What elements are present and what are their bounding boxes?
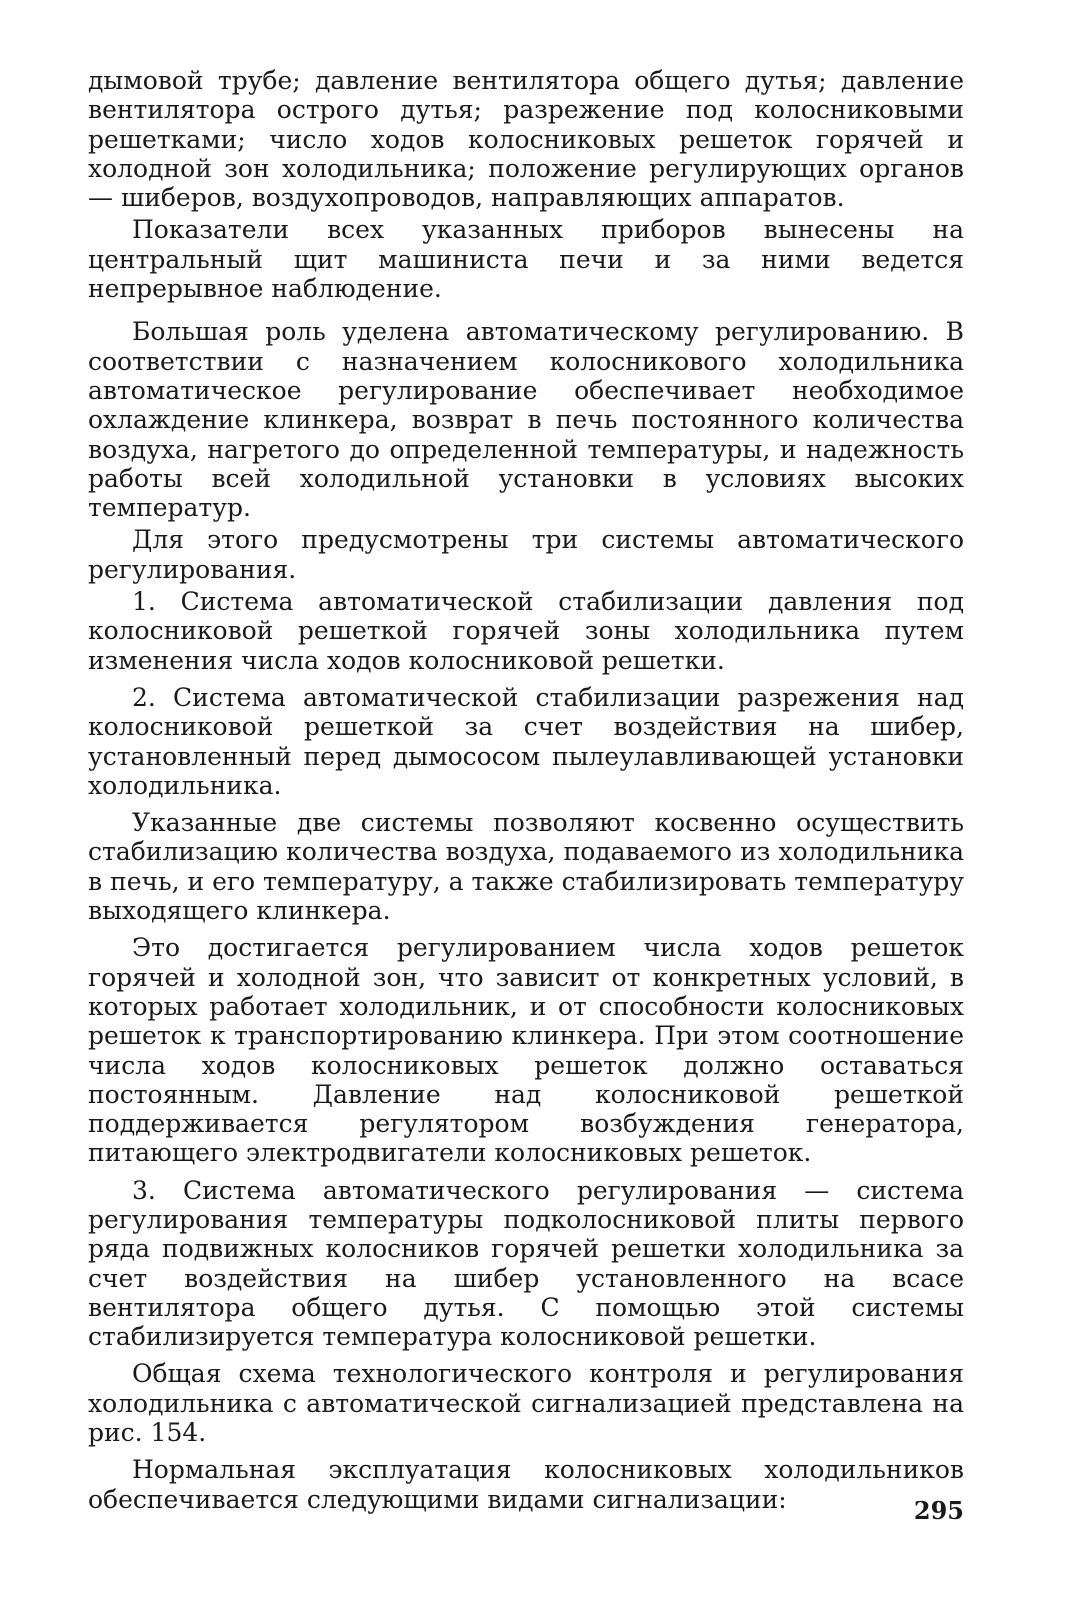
paragraph-system-2: 2. Система автоматической стабилизации разрежения над колосниковой решеткой за счет воздействия на шибер, установленный перед дымососом пылеулавливающей установки холодильника.: [88, 682, 964, 800]
paragraph-general-scheme: Общая схема технологического контроля и регулирования холодильника с автоматической сигнализацией представлена на рис. 154.: [88, 1359, 964, 1448]
paragraph-signaling: Нормальная эксплуатация колосниковых холодильников обеспечивается следующими видами сигнализации:: [88, 1455, 964, 1514]
paragraph-two-systems: Указанные две системы позволяют косвенно осуществить стабилизацию количества воздуха, подаваемого из холодильника в печь, и его температуру, а также стабилизировать температуру выходящего клинкера.: [88, 808, 964, 926]
paragraph-continuation: дымовой трубе; давление вентилятора общего дутья; давление вентилятора острого дутья; разрежение под колосниковыми решетками; число ходов колосниковых решеток горячей и холодной зон холодильника; положение регулирующих органов — шиберов, воздухопроводов, направляющих аппаратов.: [88, 66, 964, 213]
paragraph-system-1: 1. Система автоматической стабилизации давления под колосниковой решеткой горячей зоны холодильника путем изменения числа ходов колосниковой решетки.: [88, 587, 964, 675]
paragraph-automatic-control: Большая роль уделена автоматическому регулированию. В соответствии с назначением колосникового холодильника автоматическое регулирование обеспечивает необходимое охлаждение клинкера, возврат в печь постоянного количества воздуха, нагретого до определенной температуры, и надежность работы всей холодильной установки в условиях высоких температур.: [88, 317, 964, 523]
paragraph-system-3: 3. Система автоматического регулирования — система регулирования температуры подколосниковой плиты первого ряда подвижных колосников горячей решетки холодильника за счет воздействия на шибер установленного на всасе вентилятора общего дутья. С помощью этой системы стабилизируется температура колосниковой решетки.: [88, 1175, 964, 1352]
paragraph-central-panel: Показатели всех указанных приборов вынесены на центральный щит машиниста печи и за ними ведется непрерывное наблюдение.: [88, 215, 964, 304]
paragraph-three-systems: Для этого предусмотрены три системы автоматического регулирования.: [88, 525, 964, 584]
page-number: 295: [913, 1496, 964, 1525]
paragraph-achieved-by: Это достигается регулированием числа ходов решеток горячей и холодной зон, что зависит от конкретных условий, в которых работает холодильник, и от способности колосниковых решеток к транспортированию клинкера. При этом соотношение числа ходов колосниковых решеток должно оставаться постоянным. Давление над колосниковой решеткой поддерживается регулятором возбуждения генератора, питающего электродвигатели колосниковых решеток.: [88, 933, 964, 1168]
page-text-block: [88, 66, 964, 1514]
